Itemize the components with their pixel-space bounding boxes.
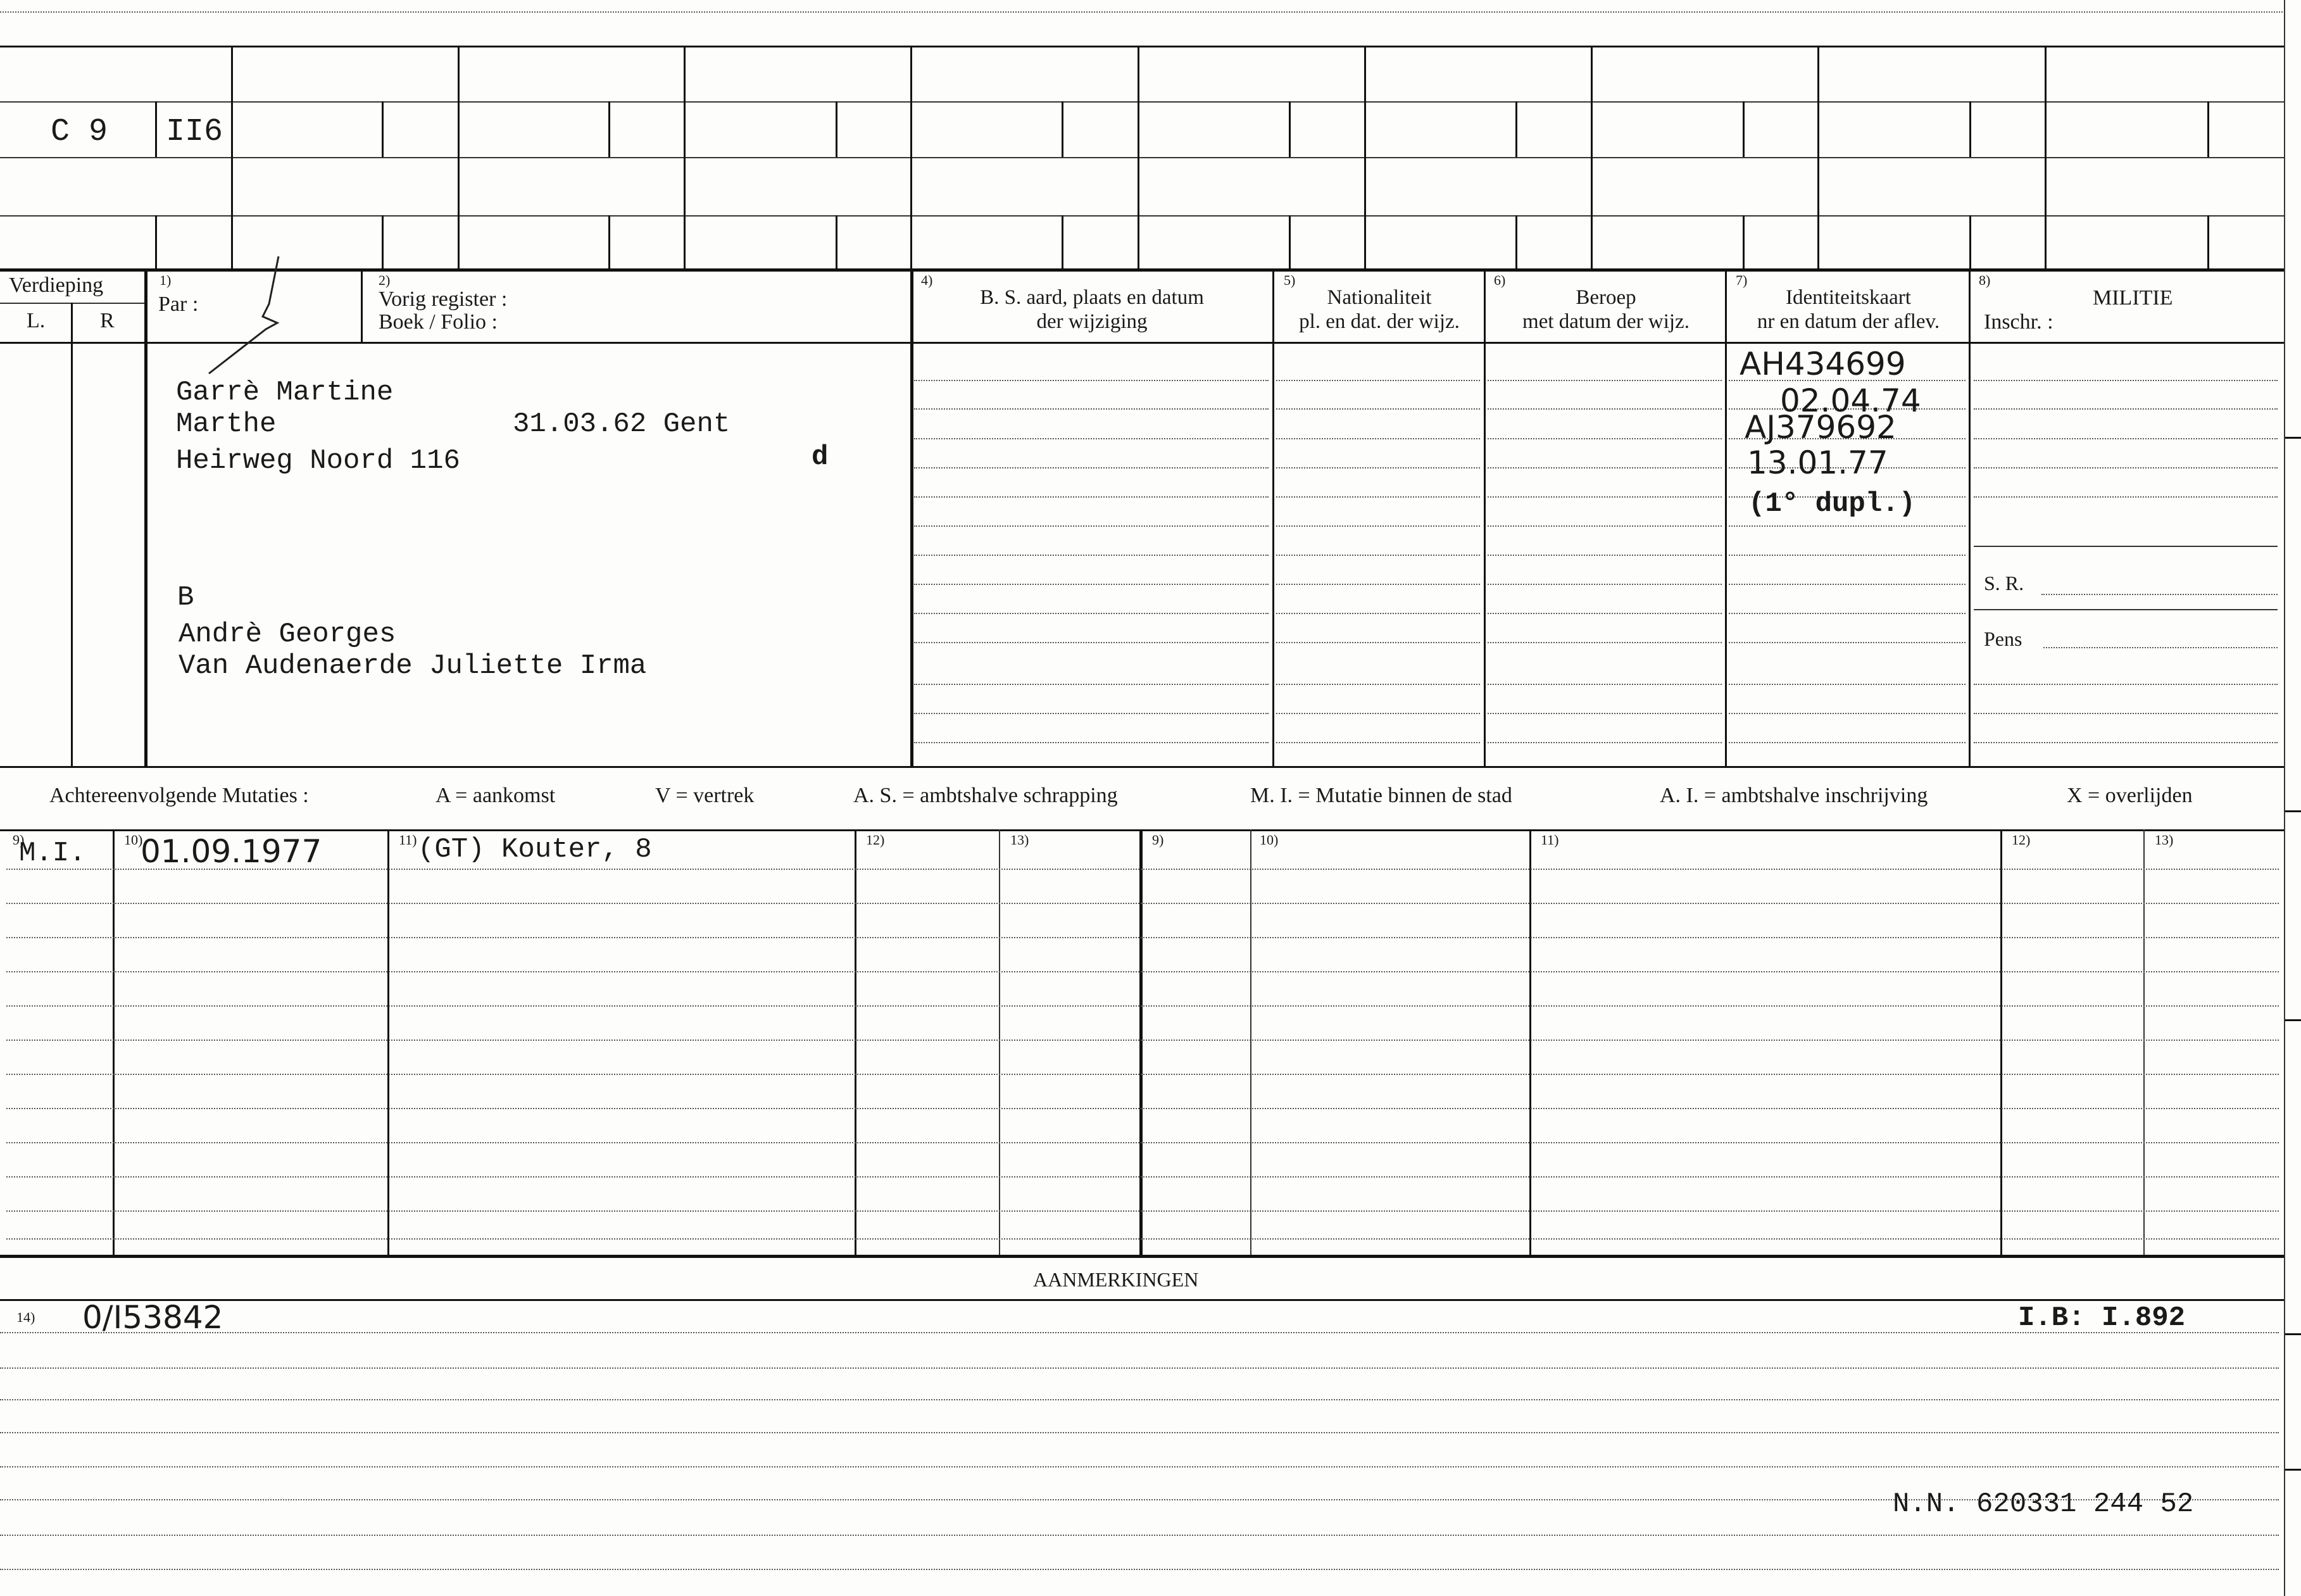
- person-mark-d: d: [812, 441, 829, 473]
- par-label: Par :: [158, 292, 199, 316]
- vorig-register-label: Vorig register :: [379, 287, 508, 311]
- mutation-date: 01.09.1977: [141, 833, 322, 870]
- legend-vertrek: V = vertrek: [655, 784, 755, 807]
- col-num-7: 7): [1736, 272, 1748, 288]
- col-num-1: 1): [160, 272, 172, 288]
- legend-overlijden: X = overlijden: [2067, 784, 2193, 807]
- sr-label: S. R.: [1984, 572, 2024, 594]
- person-address: Heirweg Noord 116: [176, 445, 460, 477]
- person-father: Andrè Georges: [179, 619, 396, 650]
- remarks-reference: 0/I53842: [82, 1299, 223, 1336]
- remarks-num-14: 14): [16, 1309, 35, 1325]
- mut-col-13: 13): [1010, 832, 1029, 848]
- legend-schrapping: A. S. = ambtshalve schrapping: [853, 784, 1118, 807]
- mut-col-11: 11): [399, 832, 417, 848]
- boek-folio-label: Boek / Folio :: [379, 310, 498, 334]
- remarks-title: AANMERKINGEN: [1033, 1268, 1199, 1291]
- beroep-header: [1486, 286, 1726, 334]
- person-birth: 31.03.62 Gent: [513, 408, 730, 440]
- mut-col-10: 10): [124, 832, 143, 848]
- legend-aankomst: A = aankomst: [436, 784, 556, 807]
- person-mother: Van Audenaerde Juliette Irma: [179, 650, 647, 682]
- verdieping-l: L.: [27, 309, 46, 332]
- top-code-right: II6: [166, 114, 223, 150]
- beroep-line1: Beroep: [1576, 286, 1636, 309]
- col-num-8: 8): [1979, 272, 1991, 288]
- nationaliteit-line1: Nationaliteit: [1327, 286, 1432, 309]
- mut-col-9b: 9): [1152, 832, 1164, 848]
- id-card-line2: 02.04.74: [1780, 382, 1921, 419]
- identiteitskaart-header: [1728, 286, 1969, 334]
- remarks-nn: N.N. 620331 244 52: [1893, 1488, 2194, 1520]
- top-code-left: C 9: [51, 114, 108, 150]
- mutation-type: M.I.: [19, 838, 86, 869]
- mut-col-13b: 13): [2155, 832, 2174, 848]
- pens-label: Pens: [1984, 627, 2022, 650]
- legend-mutatie: M. I. = Mutatie binnen de stad: [1250, 784, 1512, 807]
- col-num-6: 6): [1494, 272, 1506, 288]
- person-name2: Marthe: [176, 408, 277, 440]
- nationaliteit-header: [1275, 286, 1484, 334]
- col-num-2: 2): [379, 272, 391, 288]
- id-card-line3: AJ379692: [1745, 409, 1897, 446]
- verdieping-header: Verdieping: [9, 273, 104, 297]
- person-mark-b: B: [177, 582, 194, 613]
- bs-header: [915, 286, 1269, 334]
- beroep-line2: met datum der wijz.: [1522, 310, 1690, 333]
- col-num-5: 5): [1284, 272, 1296, 288]
- bracket-mark: [203, 253, 298, 380]
- identiteitskaart-line2: nr en datum der aflev.: [1757, 310, 1940, 333]
- mutations-title: Achtereenvolgende Mutaties :: [49, 784, 309, 807]
- verdieping-r: R: [100, 309, 115, 332]
- remarks-ib: I.B: I.892: [2018, 1302, 2186, 1334]
- identiteitskaart-line1: Identiteitskaart: [1786, 286, 1911, 309]
- person-surname: Garrè Martine: [176, 377, 394, 408]
- mutation-place: (GT) Kouter, 8: [418, 834, 652, 865]
- bs-header-line1: B. S. aard, plaats en datum: [980, 286, 1204, 309]
- id-card-line4: 13.01.77: [1747, 444, 1888, 481]
- col-num-4: 4): [921, 272, 933, 288]
- militie-header: MILITIE: [2093, 286, 2173, 310]
- mut-col-12b: 12): [2012, 832, 2031, 848]
- nationaliteit-line2: pl. en dat. der wijz.: [1299, 310, 1460, 333]
- mut-col-9: 9): [13, 832, 25, 848]
- legend-inschrijving: A. I. = ambtshalve inschrijving: [1660, 784, 1928, 807]
- inschr-label: Inschr. :: [1984, 310, 2053, 334]
- id-card-line5: (1° dupl.): [1748, 488, 1916, 520]
- mut-col-11b: 11): [1541, 832, 1559, 848]
- mut-col-12: 12): [866, 832, 885, 848]
- id-card-line1: AH434699: [1740, 346, 1906, 382]
- mut-col-10b: 10): [1260, 832, 1279, 848]
- bs-header-line2: der wijziging: [1036, 310, 1148, 333]
